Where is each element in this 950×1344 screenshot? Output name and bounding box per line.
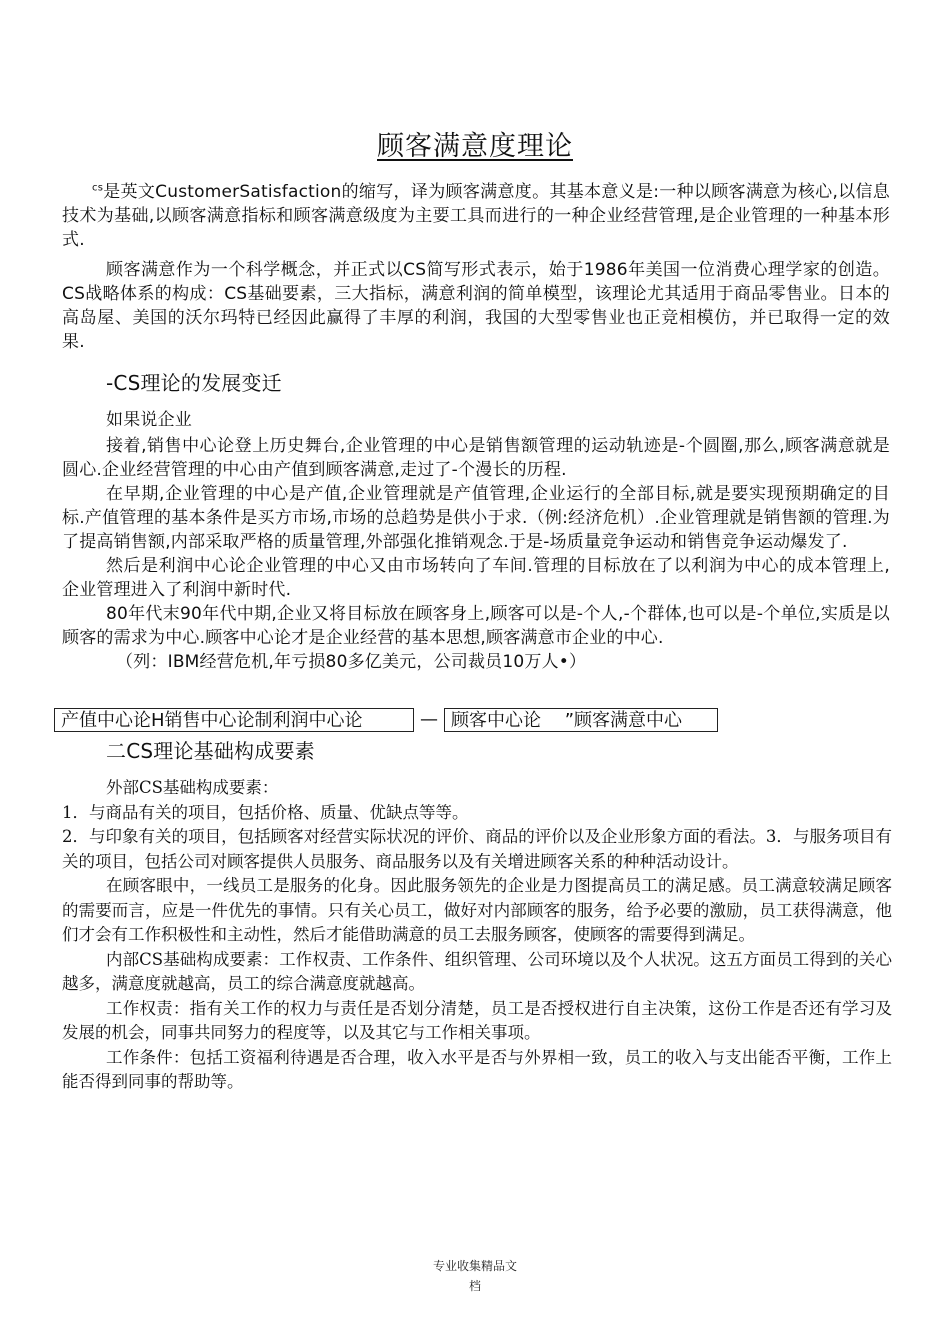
section1-heading: -CS理论的发展变迁 — [106, 371, 282, 395]
evolution-flow — [54, 708, 724, 734]
section1-paragraph-4: 80年代末90年代中期,企业又将目标放在顾客身上,顾客可以是-个人,-个群体,也可以是-个单位,实质是以顾客的需求为中心.顾客中心论才是企业经营的基本思想,顾客满意市企业的中心. — [62, 604, 890, 648]
footer-line-1: 专业收集精品文 — [432, 1259, 517, 1273]
external-cs-label: 外部CS基础构成要素： — [106, 778, 279, 797]
page-title: 顾客满意度理论 — [377, 131, 573, 162]
section1-paragraph-1: 接着,销售中心论登上历史舞台,企业管理的中心是销售额管理的运动轨迹是-个圆圈,那么,顾客满意就是圆心.企业经营管理的中心由产值到顾客满意,走过了-个漫长的历程. — [62, 436, 890, 480]
section1-lead: 如果说企业 — [106, 410, 192, 430]
flow-box-customer-stages: 顾客中心论 ”顾客满意中心 — [444, 708, 718, 732]
external-item-2-3: 2．与印象有关的项目，包括顾客对经营实际状况的评价、商品的评价以及企业形象方面的看法。3．与服务项目有关的项目，包括公司对顾客提供人员服务、商品服务以及有关增进顾客关系的种种活动设计。 — [62, 827, 892, 871]
cs-superscript: cs — [92, 182, 104, 194]
section2-paragraph-3: 工作权责：指有关工作的权力与责任是否划分清楚，员工是否授权进行自主决策，这份工作是否还有学习及发展的机会，同事共同努力的程度等，以及其它与工作相关事项。 — [62, 998, 892, 1042]
footer-line-2: 档 — [468, 1279, 481, 1293]
flow-box-early-stages: 产值中心论H销售中心论制利润中心论 — [54, 708, 414, 732]
page-footer — [0, 1256, 950, 1296]
section2-body — [62, 776, 892, 1095]
section1-paragraph-2: 在早期,企业管理的中心是产值,企业管理就是产值管理,企业运行的全部目标,就是要实现预期确定的目标.产值管理的基本条件是买方市场,市场的总趋势是供小于求.（例:经济危机）.企业管理就是销售额的管理.为了提高销售额,内部采取严格的质量管理,外部强化推销观念.于是-场质量竞争运动和销售竞争运动爆发了. — [62, 484, 890, 552]
section2-heading: 二CS理论基础构成要素 — [106, 739, 315, 763]
flow-dash: — — [420, 709, 438, 730]
section2-paragraph-1: 在顾客眼中，一线员工是服务的化身。因此服务领先的企业是力图提高员工的满足感。员工满意较满足顾客的需要而言，应是一件优先的事情。只有关心员工，做好对内部顾客的服务，给予必要的激励，员工获得满意，他们才会有工作积极性和主动性，然后才能借助满意的员工去服务顾客，使顾客的需要得到满足。 — [62, 876, 892, 944]
intro-paragraph-2: 顾客满意作为一个科学概念，并正式以CS简写形式表示，始于1986年美国一位消费心理学家的创造。CS战略体系的构成：CS基础要素，三大指标，满意利润的简单模型，该理论尤其适用于商品零售业。日本的高岛屋、美国的沃尔玛特已经因此赢得了丰厚的利润，我国的大型零售业也正竞相模仿，并已取得一定的效果. — [62, 260, 890, 352]
intro-paragraph-1 — [62, 180, 890, 252]
intro-text-1: 是英文CustomerSatisfaction的缩写，译为顾客满意度。其基本意义是:一种以顾客满意为核心,以信息技术为基础,以顾客满意指标和顾客满意级度为主要工具而进行的一种企业经营管理,是企业管理的一种基本形式. — [62, 182, 890, 250]
intro-section — [62, 180, 890, 674]
section2-paragraph-4: 工作条件：包括工资福利待遇是否合理，收入水平是否与外界相一致，员工的收入与支出能否平衡，工作上能否得到同事的帮助等。 — [62, 1047, 892, 1091]
section1-paragraph-3: 然后是利润中心论企业管理的中心又由市场转向了车间.管理的目标放在了以利润为中心的成本管理上,企业管理进入了利润中新时代. — [62, 556, 890, 600]
section1-paragraph-5: （列：IBM经营危机,年亏损80多亿美元，公司裁员10万人•） — [116, 652, 587, 672]
section2-heading-block — [62, 738, 890, 764]
external-item-1: 1．与商品有关的项目，包括价格、质量、优缺点等等。 — [62, 802, 469, 822]
section2-paragraph-2: 内部CS基础构成要素：工作权责、工作条件、组织管理、公司环境以及个人状况。这五方面员工得到的关心越多，满意度就越高，员工的综合满意度就越高。 — [62, 949, 892, 993]
